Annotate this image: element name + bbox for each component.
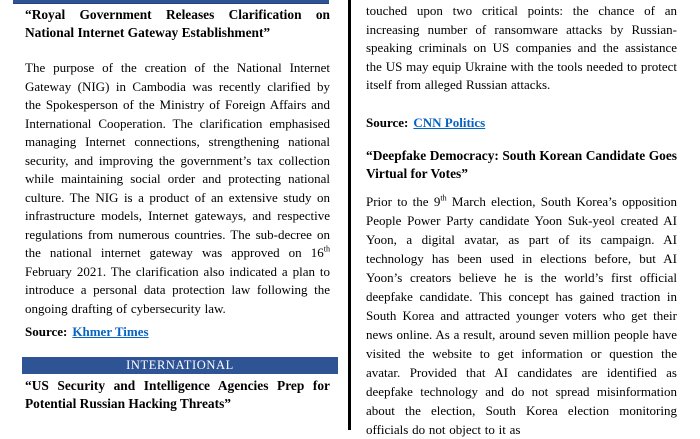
article-body-national-internet-gateway: The purpose of the creation of the National Internet Gateway (NIG) in Cambodia was recently clarified by the Spokesperson of the Ministry of Foreign Affairs and International Cooperation. The clarification emphasised managing Internet connections, strengthening national security, and improving the government’s tax collection while maintaining social order and protecting national culture. The NIG is a product of an extensive study on infrastructure models, Internet gateways, and respective regulations from numerous countries. The sub-decree on the national internet gateway was approved on 16th February 2021. The clarification also indicated a plan to introduce a personal data protection law following the ongoing drafting of cybersecurity law.: [25, 60, 330, 316]
source-label: Source:: [25, 324, 68, 339]
article-title-us-security: “US Security and Intelligence Agencies Prep for Potential Russian Hacking Threats”: [25, 378, 330, 411]
section-banner-international: INTERNATIONAL: [22, 357, 338, 374]
article-body-deepfake-democracy: Prior to the 9th March election, South Korea’s opposition People Power Party candidate Yoon Suk-yeol created AI Yoon, a digital avatar, as part of its campaign. AI technology has been used in elections before, but AI Yoon’s creators believe he is the world’s first official deepfake candidate. This concept has gained traction in South Korea and attracted younger voters who get their news online. As a result, around seven million people have visited the website to get information or question the avatar. Provided that AI candidates are identified as deepfake technology and do not spread misinformation about the election, South Korea election monitoring officials do not object to it as: [366, 193, 677, 437]
source-line-khmer-times: [25, 324, 330, 340]
right-column: [366, 0, 677, 439]
source-link-khmer-times[interactable]: Khmer Times: [72, 324, 149, 339]
source-label: Source:: [366, 114, 409, 130]
column-divider: [348, 0, 351, 430]
source-link-cnn-politics[interactable]: CNN Politics: [413, 114, 486, 130]
source-line-cnn-politics: [366, 115, 677, 131]
left-column: [25, 0, 330, 413]
article-title-national-internet-gateway: “Royal Government Releases Clarification on National Internet Gateway Establishment”: [25, 7, 330, 40]
article-body-us-security-continued: touched upon two critical points: the chance of an increasing number of ransomware attacks by Russian-speaking criminals on US companies and the assistance the US may equip Ukraine with the tools needed to protect itself from alleged Russian attacks.: [366, 3, 677, 92]
previous-section-banner-bottom-edge: [13, 0, 329, 4]
article-title-deepfake-democracy: “Deepfake Democracy: South Korean Candidate Goes Virtual for Votes”: [366, 147, 677, 181]
